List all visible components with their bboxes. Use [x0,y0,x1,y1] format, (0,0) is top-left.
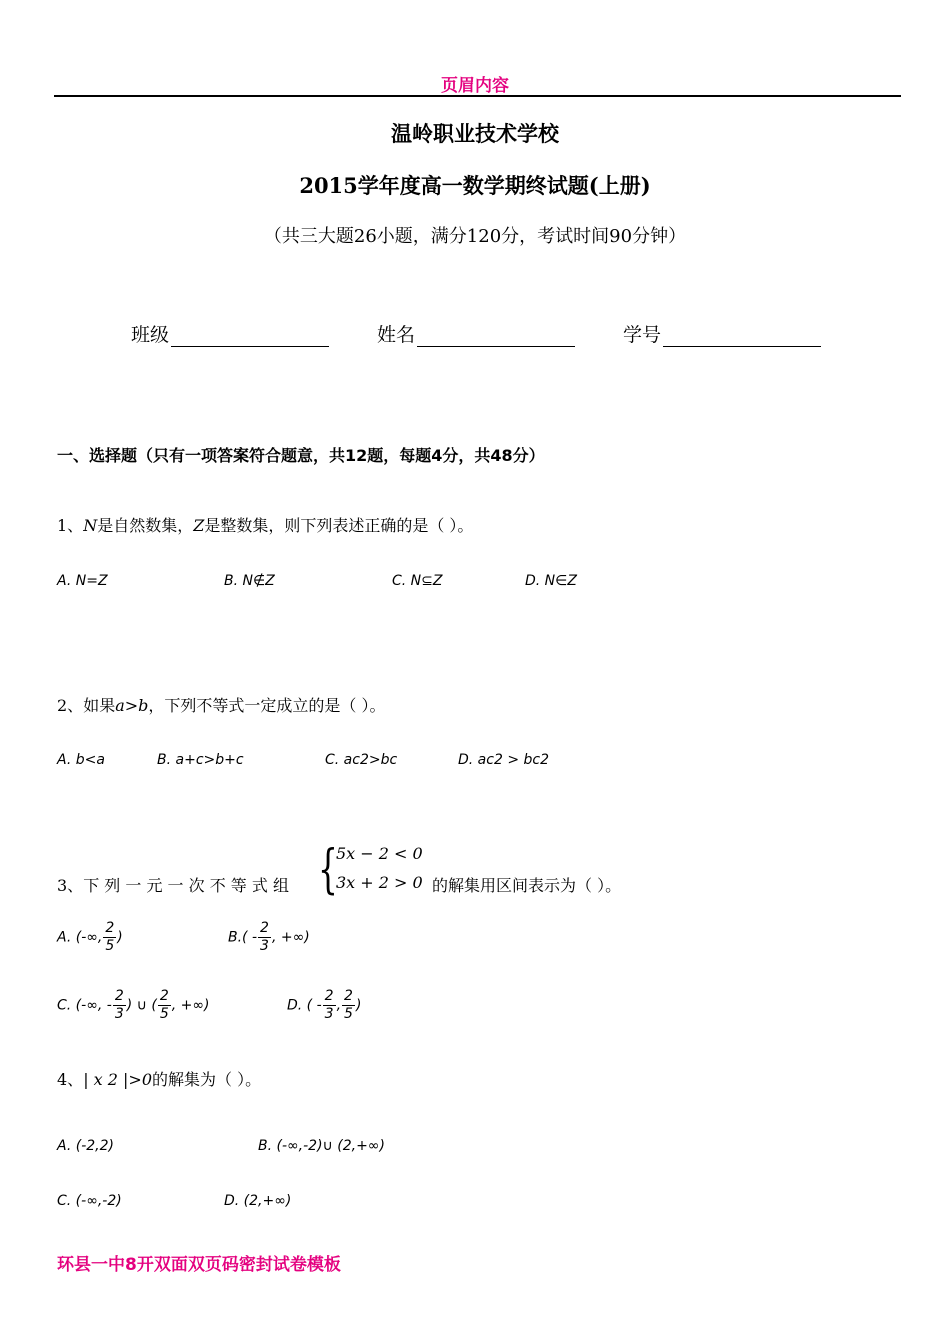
student-id-field[interactable] [623,320,821,347]
q1-var-z: Z [193,516,205,535]
system-brace: { [318,840,338,900]
q3-inequality-2: 3x + 2 > 0 [336,873,423,892]
q3-text-b: 的解集用区间表示为（ ）。 [432,876,622,895]
q2-option-a[interactable]: A. b<a [57,752,105,768]
q1-option-a[interactable]: A. N=Z [57,573,108,589]
fraction-denominator: 5 [105,938,115,954]
header-divider [54,95,901,97]
exam-title: 2015学年度高一数学期终试题(上册) [299,173,651,198]
q3-d-pre: D. ( - [287,997,322,1014]
fraction-denominator: 3 [114,1006,124,1022]
q1-option-b[interactable]: B. N∉Z [224,573,275,589]
footer-text: 环县一中8开双面双页码密封试卷模板 [57,1255,341,1275]
fraction-numerator: 2 [324,988,334,1004]
q3-number: 3、 [57,876,84,895]
fraction-numerator: 2 [114,988,124,1004]
q4-text: 的解集为（ ）。 [152,1070,262,1089]
q4-option-b[interactable]: B. (-∞,-2)∪ (2,+∞) [258,1138,385,1154]
q3-b-pre: B.( - [228,929,258,946]
fraction-denominator: 5 [159,1006,169,1022]
page-header-text: 页眉内容 [441,76,509,96]
q1-text-b: 是整数集，则下列表述正确的是（ ）。 [204,516,474,535]
q3-option-b[interactable] [228,920,310,955]
name-label: 姓名 [377,324,416,346]
q3-inequality-1: 5x − 2 < 0 [336,844,423,863]
q3-text-a: 下 列 一 元 一 次 不 等 式 组 [83,876,289,895]
question-3-stem [57,873,289,896]
q3-option-a[interactable] [57,920,123,955]
q4-expression: | x 2 |>0 [83,1070,153,1089]
q1-var-n: N [83,516,98,535]
q2-number: 2、 [57,696,84,715]
q1-number: 1、 [57,516,84,535]
q3-d-fraction-1 [323,988,336,1023]
fraction-numerator: 2 [260,920,269,936]
fraction-denominator: 5 [344,1006,353,1022]
q1-option-c[interactable]: C. N⊆Z [392,573,443,589]
q3-c-fraction-2 [158,988,171,1023]
q4-option-c[interactable]: C. (-∞,-2) [57,1193,122,1209]
fraction-numerator: 2 [105,920,115,936]
q3-inequality-system [318,840,428,900]
q2-option-d[interactable]: D. ac2 > bc2 [458,752,549,768]
q3-d-post: ) [355,997,362,1014]
q4-number: 4、 [57,1070,84,1089]
section-1-title: 一、选择题（只有一项答案符合题意，共12题，每题4分，共48分） [57,446,545,465]
q3-b-fraction [258,920,271,955]
q2-option-c[interactable]: C. ac2>bc [325,752,398,768]
fraction-numerator: 2 [344,988,353,1004]
q3-a-pre: A. (-∞, [57,929,103,946]
q3-d-mid: , [336,997,342,1014]
student-id-label: 学号 [623,324,662,346]
fraction-denominator: 3 [324,1006,334,1022]
q3-c-mid: ) ∪ ( [126,997,157,1014]
q3-b-post: , +∞) [271,929,310,946]
name-field[interactable] [377,320,575,347]
question-2 [57,693,385,716]
school-name: 温岭职业技术学校 [391,121,559,146]
class-blank[interactable] [171,324,329,347]
fraction-numerator: 2 [159,988,169,1004]
q3-d-fraction-2 [342,988,355,1023]
name-blank[interactable] [417,324,575,347]
q4-option-d[interactable]: D. (2,+∞) [224,1193,292,1209]
q1-option-d[interactable]: D. N∈Z [525,573,577,589]
q3-a-post: ) [117,929,123,946]
q4-option-a[interactable]: A. (-2,2) [57,1138,114,1154]
q1-text-a: 是自然数集， [97,516,194,535]
fraction-denominator: 3 [260,938,269,954]
q3-option-d[interactable] [287,988,361,1023]
q3-a-fraction [103,920,116,955]
student-id-blank[interactable] [663,324,821,347]
q3-option-c[interactable] [57,988,210,1023]
q3-c-fraction-1 [113,988,126,1023]
q2-text-b: ，下列不等式一定成立的是（ ）。 [148,696,386,715]
q2-option-b[interactable]: B. a+c>b+c [157,752,244,768]
q3-c-post: , +∞) [171,997,210,1014]
exam-note: （共三大题26小题，满分120分，考试时间90分钟） [263,226,687,247]
q3-c-pre: C. (-∞, - [57,997,112,1014]
class-label: 班级 [131,324,170,346]
question-4 [57,1067,261,1090]
q2-text-a: 如果 [83,696,116,715]
q2-condition: a>b [115,696,149,715]
question-1 [57,513,473,536]
class-field[interactable] [131,320,329,347]
